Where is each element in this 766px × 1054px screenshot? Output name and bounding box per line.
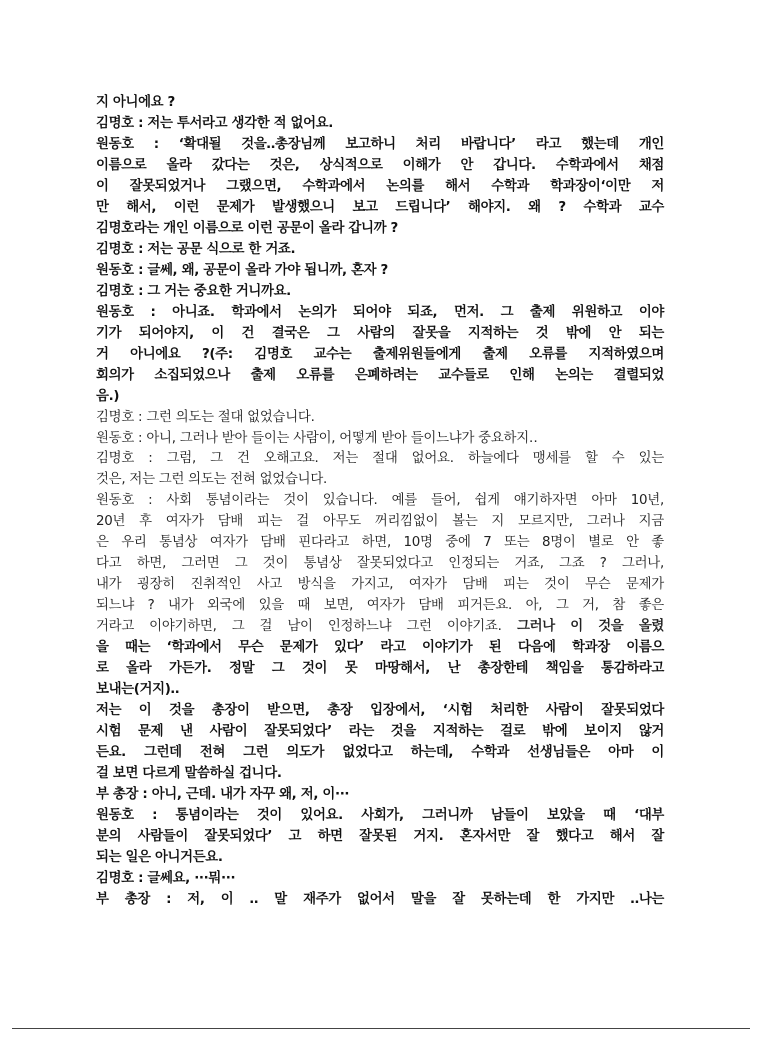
text-line: 다고 하면, 그러면 그 것이 통념상 잘못되었다고 인정되는 거죠, 그죠 ? 그러나,	[96, 556, 664, 572]
text-line: 이 잘못되었거나 그랬으면, 수학과에서 논의를 해서 수학과 학과장이‘이만 저	[96, 178, 664, 194]
text-line: 원동호 : ‘확대될 것을‥총장님께 보고하니 처리 바랍니다’ 라고 했는데 개인	[96, 136, 664, 152]
text-line: 부 총장 : 저, 이 ‥ 말 재주가 없어서 말을 잘 못하는데 한 가지만 ‥나는	[96, 891, 664, 907]
text-line: 이름으로 올라 갔다는 것은, 상식적으로 이해가 안 갑니다. 수학과에서 채점	[96, 157, 664, 173]
text-line: 원동호 : 아니죠. 학과에서 논의가 되어야 되죠, 먼저. 그 출제 위원하고 이야	[96, 304, 664, 320]
text-line: 저는 이 것을 총장이 받으면, 총장 입장에서, ‘시험 처리한 사람이 잘못되었다	[96, 703, 664, 719]
text-line: 회의가 소집되었으나 출제 오류를 은폐하려는 교수들로 인해 논의는 결렬되었	[96, 367, 664, 383]
text-line: 만 해서, 이런 문제가 발생했으니 보고 드립니다’ 해야지. 왜 ? 수학과 교수	[96, 199, 664, 215]
text-line-tail: 그러나 이 것을 올렸	[501, 619, 664, 635]
text-line: 것은, 저는 그런 의도는 전혀 없었습니다.	[96, 472, 328, 488]
text-line: 원동호 : 글쎄, 왜, 공문이 올라 가야 됩니까, 혼자 ?	[96, 262, 388, 278]
text-line: 보내는(거지)‥	[96, 682, 180, 698]
text-line: 내가 굉장히 진취적인 사고 방식을 가지고, 여자가 담배 피는 것이 무슨 문제가	[96, 577, 664, 593]
text-line: 김명호라는 개인 이름으로 이런 공문이 올라 갑니까 ?	[96, 220, 398, 236]
text-line	[96, 617, 664, 638]
text-line: 지 아니에요 ?	[96, 95, 175, 110]
text-line: 김명호 : 글쎄요, ···뭐···	[96, 870, 236, 886]
text-line: 20년 후 여자가 담배 피는 걸 아무도 꺼리낌없이 볼는 지 모르지만, 그러나 지금	[96, 514, 664, 530]
text-line: 되는 일은 아니거든요.	[96, 849, 223, 865]
text-line: 든요. 그런데 전혀 그런 의도가 없었다고 하는데, 수학과 선생님들은 아마 이	[96, 745, 664, 761]
text-line: 분의 사람들이 잘못되었다’ 고 하면 잘못된 거지. 혼자서만 잘 했다고 해서 잘	[96, 828, 664, 844]
text-line: 김명호 : 그 거는 중요한 거니까요.	[96, 283, 291, 299]
text-line: 되느냐 ? 내가 외국에 있을 때 보면, 여자가 담배 피거든요. 아, 그 거, 참 좋은	[96, 598, 664, 614]
text-line: 김명호 : 저는 투서라고 생각한 적 없어요.	[96, 115, 333, 131]
text-line: 시험 문제 낸 사람이 잘못되었다’ 라는 것을 지적하는 걸로 밖에 보이지 않거	[96, 724, 664, 740]
text-line: 기가 되어야지, 이 건 결국은 그 사람의 잘못을 지적하는 것 밖에 안 되는	[96, 325, 664, 341]
text-line: 원동호 : 아니, 그러나 받아 들이는 사람이, 어떻게 받아 들이느냐가 중요하지‥	[96, 430, 538, 446]
text-line: 음.)	[96, 388, 120, 404]
text-line: 을 때는 ‘학과에서 무슨 문제가 있다’ 라고 이야기가 된 다음에 학과장 이름으	[96, 640, 664, 656]
text-line: 은 우리 통념상 여자가 담배 핀다라고 하면, 10명 중에 7 또는 8명이 별로 안 좋	[96, 535, 664, 551]
text-line: 원동호 : 사회 통념이라는 것이 있습니다. 예를 들어, 쉽게 얘기하자면 아마 10년,	[96, 493, 664, 509]
text-line: 김명호 : 그런 의도는 절대 없었습니다.	[96, 409, 315, 425]
text-line: 로 올라 가든가. 정말 그 것이 못 마땅해서, 난 총장한테 책임을 통감하라고	[96, 661, 664, 677]
text-line: 김명호 : 저는 공문 식으로 한 거죠.	[96, 241, 296, 257]
footer-rule	[12, 1028, 750, 1029]
text-line: 부 총장 : 아니, 근데. 내가 자꾸 왜, 저, 이···	[96, 786, 350, 802]
text-line: 김명호 : 그럼, 그 건 오해고요. 저는 절대 없어요. 하늘에다 맹세를 할 수 있는	[96, 451, 664, 467]
document-body	[96, 93, 664, 911]
text-line: 걸 보면 다르게 말씀하실 겁니다.	[96, 766, 282, 781]
text-line-main: 거라고 이야기하면, 그 걸 남이 인정하느냐 그런 이야기죠.	[96, 619, 502, 635]
text-line: 원동호 : 통념이라는 것이 있어요. 사회가, 그러니까 남들이 보았을 때 ‘대부	[96, 807, 664, 823]
text-line: 거 아니에요 ?(주: 김명호 교수는 출제위원들에게 출제 오류를 지적하였으며	[96, 346, 664, 362]
